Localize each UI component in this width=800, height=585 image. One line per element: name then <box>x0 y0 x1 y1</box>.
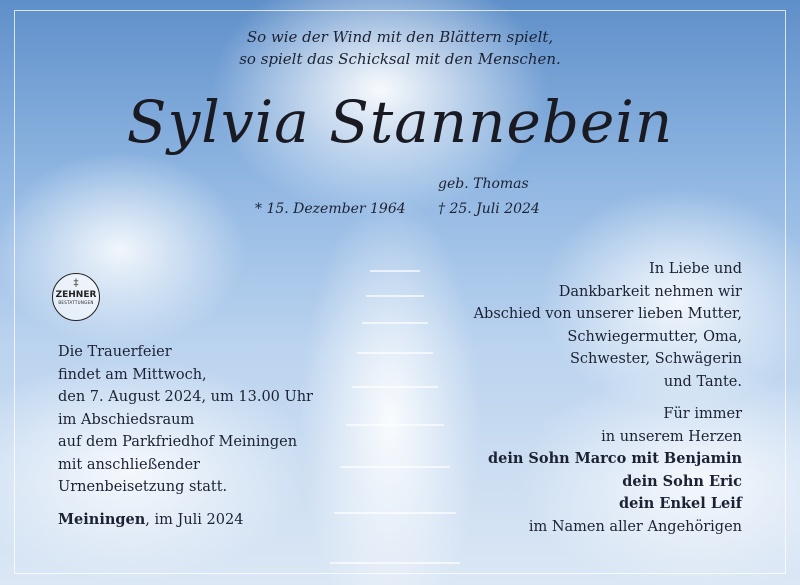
intro-line: Schwiegermutter, Oma, <box>567 328 742 345</box>
ceremony-line: Die Trauerfeier <box>58 344 172 360</box>
family-line: dein Sohn Marco mit Benjamin <box>487 450 742 467</box>
closing-line: im Namen aller Angehörigen <box>528 518 742 535</box>
intro-line: Abschied von unserer lieben Mutter, <box>473 306 742 322</box>
cross-icon: ‡ <box>73 278 79 289</box>
ceremony-details <box>58 341 358 531</box>
ceremony-line: im Abschiedsraum <box>58 411 195 428</box>
forever-line: Für immer <box>663 406 742 422</box>
place-date <box>58 509 358 532</box>
ceremony-line: findet am Mittwoch, <box>58 366 207 383</box>
intro-line: und Tante. <box>663 373 742 390</box>
forever-line: in unserem Herzen <box>601 428 742 445</box>
quote-line-2: so spielt das Schicksal mit den Menschen. <box>239 50 561 68</box>
birth-name: geb. Thomas <box>438 176 529 192</box>
funeral-home-logo <box>52 273 100 321</box>
logo-subtitle: BESTATTUNGEN <box>58 300 94 305</box>
ceremony-line: mit anschließender <box>58 456 200 473</box>
ceremony-line: den 7. August 2024, um 13.00 Uhr <box>58 389 313 405</box>
ceremony-line: auf dem Parkfriedhof Meiningen <box>58 434 298 450</box>
family-line: dein Enkel Leif <box>618 495 742 512</box>
logo-brand: ZEHNER <box>55 290 97 300</box>
place: Meiningen <box>58 510 146 528</box>
intro-line: Dankbarkeit nehmen wir <box>558 283 742 300</box>
intro-line: Schwester, Schwägerin <box>569 351 742 367</box>
family-line: dein Sohn Eric <box>622 472 742 490</box>
mourners-block <box>470 258 742 538</box>
date: , im Juli 2024 <box>145 511 244 528</box>
death-date: † 25. Juli 2024 <box>438 201 540 217</box>
birth-date: * 15. Dezember 1964 <box>255 201 406 217</box>
deceased-name: Sylvia Stannebein <box>126 88 674 156</box>
ceremony-line: Urnenbeisetzung statt. <box>58 479 228 495</box>
quote-line-1: So wie der Wind mit den Blättern spielt, <box>246 28 554 46</box>
intro-line: In Liebe und <box>649 261 742 277</box>
